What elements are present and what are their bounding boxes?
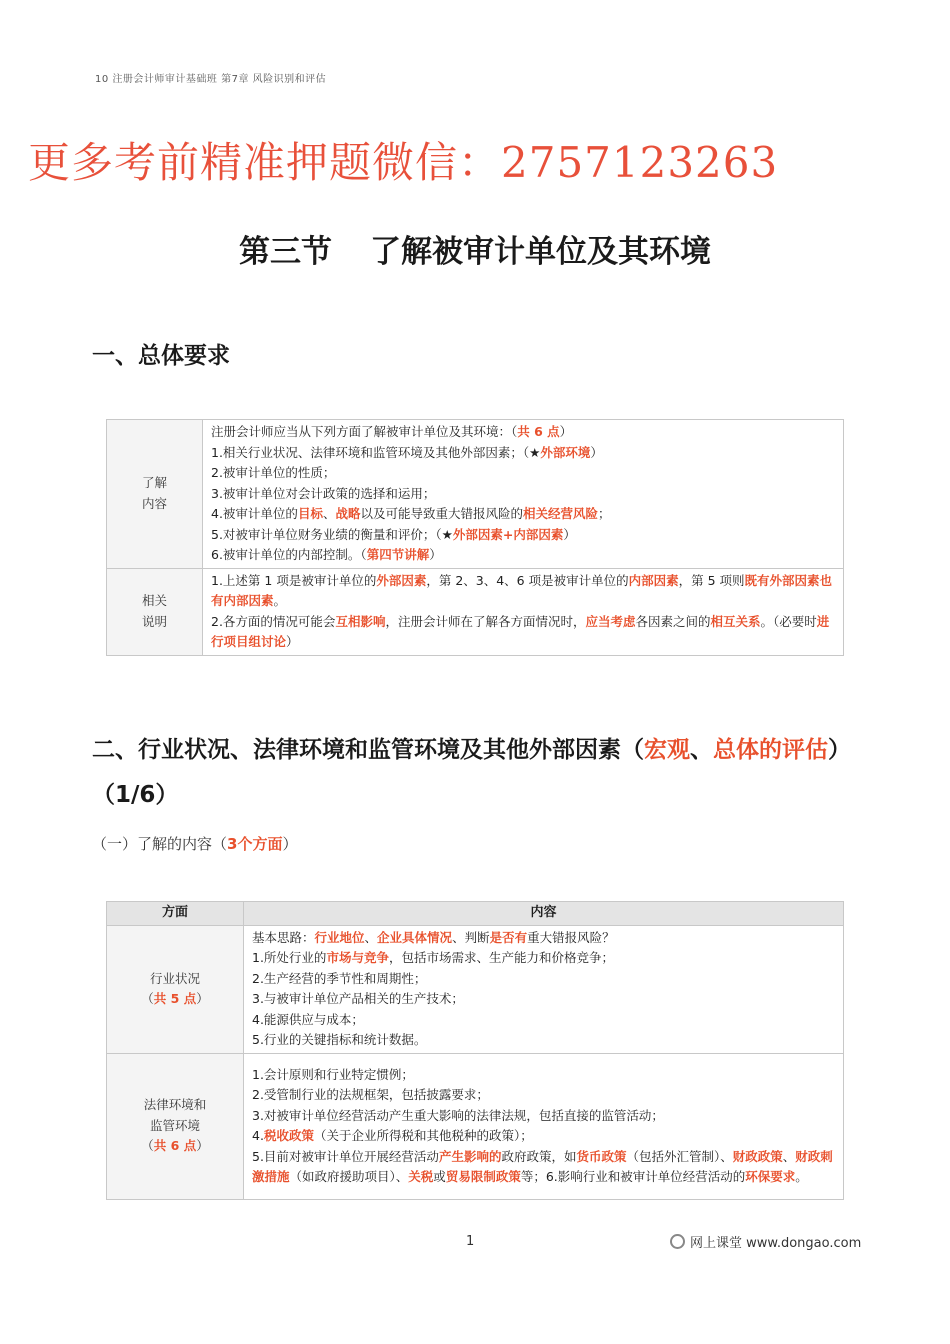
row-label: 了解 内容 — [107, 420, 203, 569]
overall-requirements-table — [106, 419, 844, 656]
row-content: 1.会计原则和行业特定惯例； 2.受管制行业的法规框架，包括披露要求； 3.对被审计单位经营活动产生重大影响的法律法规，包括直接的监管活动； 4.税收政策（关于企业所得税和其他税种的政策）； 5.目前对被审计单位开展经营活动产生影响的政府政策，如货币政策（包括外汇管制）、财政政策、财政刺激措施（如政府援助项目）、关税或贸易限制政策等；6.影响行业和被审计单位经营活动的环保要求。 — [244, 1053, 844, 1199]
brand-logo-icon — [670, 1234, 685, 1249]
column-header: 内容 — [244, 902, 844, 926]
table-header-row — [107, 902, 844, 926]
row-content: 注册会计师应当从下列方面了解被审计单位及其环境：（共 6 点） 1.相关行业状况、法律环境和监管环境及其他外部因素；（★外部环境） 2.被审计单位的性质； 3.被审计单位对会计政策的选择和运用； 4.被审计单位的目标、战略以及可能导致重大错报风险的相关经营风险； 5.对被审计单位财务业绩的衡量和评价；（★外部因素+内部因素） 6.被审计单位的内部控制。（第四节讲解） — [203, 420, 844, 569]
page-title — [0, 226, 950, 271]
row-label: 法律环境和 监管环境 （共 6 点） — [107, 1053, 244, 1199]
row-label: 相关 说明 — [107, 568, 203, 655]
section2-heading: 二、行业状况、法律环境和监管环境及其他外部因素（宏观、总体的评估）（1/6） — [92, 737, 851, 808]
external-factors-table — [106, 901, 844, 1200]
table-row — [107, 925, 844, 1053]
footer-brand: 网上课堂 www.dongao.com — [670, 1232, 861, 1251]
table-row — [107, 568, 844, 655]
running-header: 10 注册会计师审计基础班 第7章 风险识别和评估 — [95, 74, 327, 85]
title-part1: 第三节 — [239, 234, 332, 270]
section1-heading: 一、总体要求 — [92, 343, 230, 369]
page-number: 1 — [466, 1234, 475, 1249]
row-content: 1.上述第 1 项是被审计单位的外部因素，第 2、3、4、6 项是被审计单位的内部因素，第 5 项则既有外部因素也有内部因素。 2.各方面的情况可能会互相影响，注册会计师在了解各方面情况时，应当考虑各因素之间的相互关系。（必要时进行项目组讨论） — [203, 568, 844, 655]
row-label: 行业状况 （共 5 点） — [107, 925, 244, 1053]
column-header: 方面 — [107, 902, 244, 926]
row-content: 基本思路：行业地位、企业具体情况、判断是否有重大错报风险？ 1.所处行业的市场与竞争，包括市场需求、生产能力和价格竞争； 2.生产经营的季节性和周期性； 3.与被审计单位产品相关的生产技术； 4.能源供应与成本； 5.行业的关键指标和统计数据。 — [244, 925, 844, 1053]
watermark-text: 更多考前精准押题微信：2757123263 — [28, 138, 779, 187]
table-row — [107, 420, 844, 569]
subsection-heading: （一）了解的内容（3个方面） — [92, 835, 298, 853]
title-part2: 了解被审计单位及其环境 — [370, 234, 711, 270]
table-row — [107, 1053, 844, 1199]
